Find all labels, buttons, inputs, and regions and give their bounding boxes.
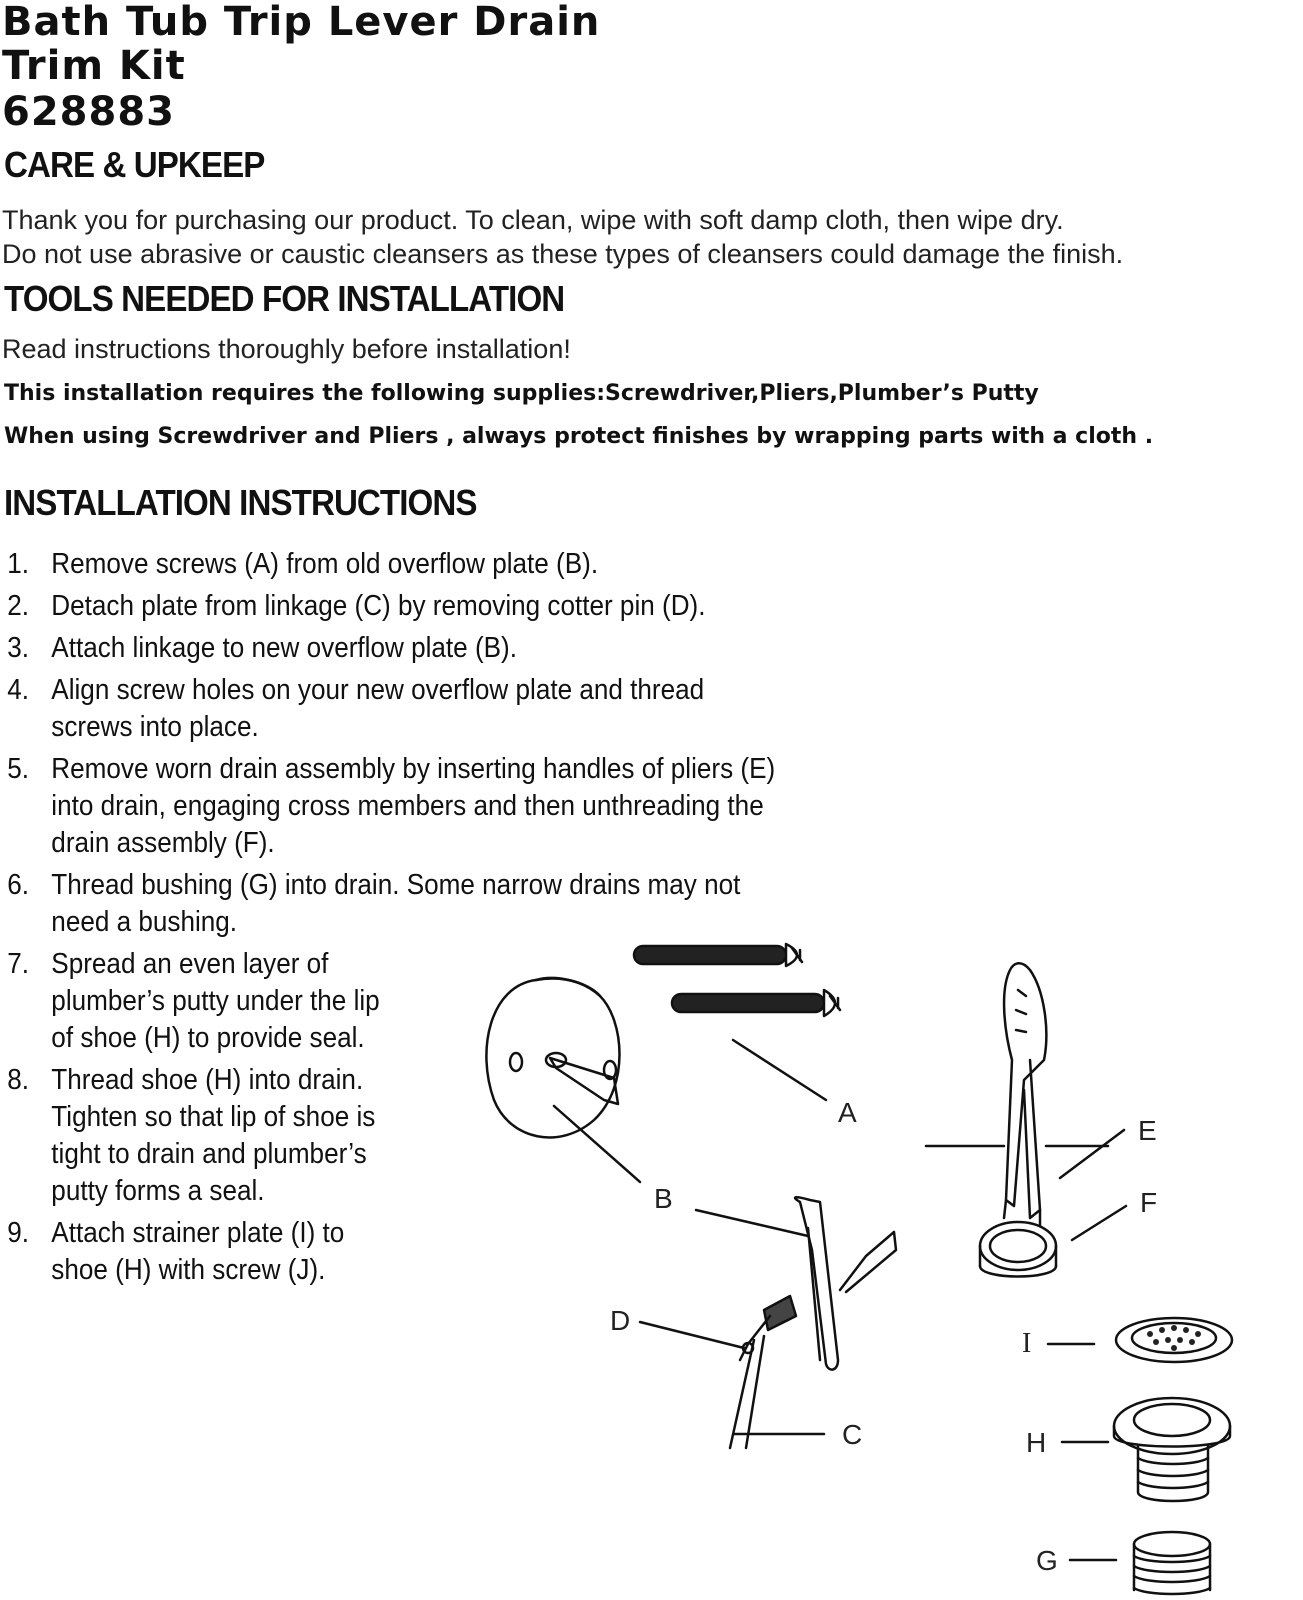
step-text: plumber’s putty under the lip [51, 985, 380, 1017]
tools-heading: TOOLS NEEDED FOR INSTALLATION [4, 278, 565, 319]
drain-shoe-icon [1114, 1398, 1230, 1501]
step-text: Remove worn drain assembly by inserting handles of pliers (E) [51, 753, 776, 785]
strainer-plate-icon [1116, 1318, 1232, 1362]
screw-icon [634, 944, 802, 966]
label-g: G [1036, 1545, 1058, 1576]
step-text: shoe (H) with screw (J). [51, 1254, 326, 1286]
step-number: 6. [7, 869, 29, 901]
protect-finishes-text: When using Screwdriver and Pliers , always protect finishes by wrapping parts with a cloth . [4, 424, 1154, 449]
step-text: Thread bushing (G) into drain. Some narrow drains may not [51, 869, 741, 901]
label-b: B [654, 1183, 673, 1214]
step-number: 2. [7, 590, 29, 622]
step-text: tight to drain and plumber’s [51, 1138, 367, 1170]
label-a: A [838, 1097, 857, 1128]
step-text: into drain, engaging cross members and then unthreading the [51, 790, 764, 822]
label-f: F [1140, 1187, 1158, 1218]
step-text: putty forms a seal. [51, 1175, 265, 1207]
step-text: Spread an even layer of [51, 948, 329, 980]
step-text: Thread shoe (H) into drain. [51, 1064, 364, 1096]
step-text: drain assembly (F). [51, 827, 275, 859]
step-number: 4. [7, 674, 29, 706]
label-i: I [1022, 1328, 1032, 1359]
step-number: 8. [7, 1064, 29, 1096]
step-text: Detach plate from linkage (C) by removing cotter pin (D). [51, 590, 706, 622]
installation-heading: INSTALLATION INSTRUCTIONS [4, 482, 477, 523]
step-text: Attach linkage to new overflow plate (B). [51, 632, 517, 664]
step-text: Attach strainer plate (I) to [51, 1217, 345, 1249]
step-number: 3. [7, 632, 29, 664]
bushing-icon [1134, 1532, 1210, 1594]
read-instructions-text: Read instructions thoroughly before installation! [2, 334, 571, 364]
step-number: 9. [7, 1217, 29, 1249]
drain-ring-icon [980, 1222, 1056, 1277]
step-text: Align screw holes on your new overflow plate and thread [51, 674, 705, 706]
overflow-plate-icon [486, 978, 619, 1137]
step-text: Remove screws (A) from old overflow plate (B). [51, 548, 599, 580]
screw-icon [672, 990, 840, 1016]
pliers-icon [1004, 963, 1046, 1226]
step-text: Tighten so that lip of shoe is [51, 1101, 376, 1133]
title-line-1: Bath Tub Trip Lever Drain [2, 0, 601, 45]
trip-lever-linkage-icon [730, 1197, 896, 1448]
supplies-text: This installation requires the following supplies:Screwdriver,Pliers,Plumber’s Putty [4, 381, 1039, 406]
title-line-2: Trim Kit [2, 43, 186, 89]
step-number: 1. [7, 548, 29, 580]
care-heading: CARE & UPKEEP [4, 144, 265, 185]
step-number: 5. [7, 753, 29, 785]
step-text: need a bushing. [51, 906, 238, 938]
label-e: E [1138, 1115, 1157, 1146]
model-number: 628883 [2, 89, 175, 135]
step-text: of shoe (H) to provide seal. [51, 1022, 365, 1054]
label-h: H [1026, 1427, 1047, 1458]
care-line-1: Thank you for purchasing our product. To clean, wipe with soft damp cloth, then wipe dry. [2, 205, 1064, 235]
step-number: 7. [7, 948, 29, 980]
step-text: screws into place. [51, 711, 259, 743]
label-c: C [842, 1419, 863, 1450]
care-line-2: Do not use abrasive or caustic cleansers as these types of cleansers could damage the finish. [2, 239, 1124, 269]
label-d: D [610, 1305, 631, 1336]
